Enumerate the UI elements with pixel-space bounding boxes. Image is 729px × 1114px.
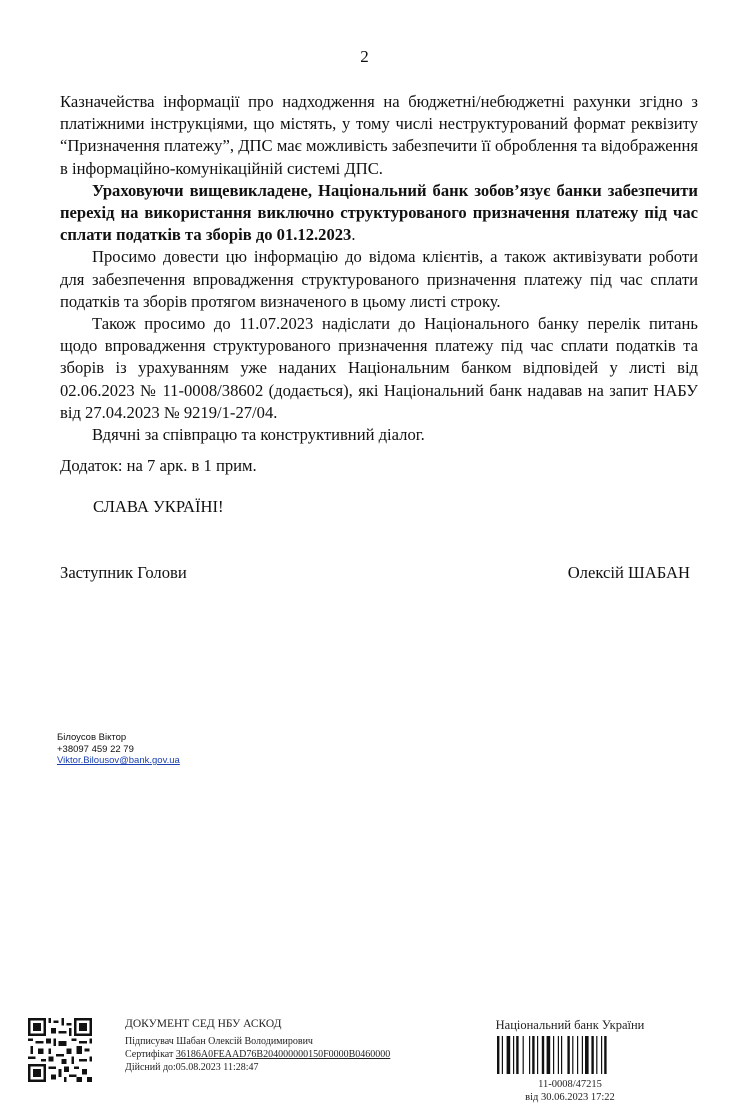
- paragraph-send-questions: Також просимо до 11.07.2023 надіслати до Національного банку перелік питань щодо впровадження структурованого призначення платежу під час сплати податків та зборів із урахуванням уже наданих Національним банком відповідей у листі від 02.06.2023 № 11-0008/38602 (додається), які Національний банк надавав на запит НАБУ від 27.04.2023 № 9219/1-27/04.: [60, 314, 698, 422]
- contact-block: [57, 732, 180, 767]
- esign-valid-until: Дійсний до:05.08.2023 11:28:47: [125, 1062, 259, 1073]
- esign-certificate: 36186A0FEAAD76B204000000150F0000B0460000: [175, 1049, 391, 1060]
- page-number: 2: [360, 47, 369, 66]
- signatory-name: Олексій ШАБАН: [567, 563, 690, 582]
- esign-title: ДОКУМЕНТ СЕД НБУ АСКОД: [125, 1018, 282, 1030]
- contact-name: Білоусов Віктор: [57, 732, 127, 743]
- qr-code-icon: [28, 1018, 92, 1082]
- closing-phrase: СЛАВА УКРАЇНІ!: [93, 497, 224, 516]
- requirement-period: .: [351, 225, 356, 245]
- esign-signer-label: Підписувач: [125, 1036, 174, 1047]
- esign-certificate-label: Сертифікат: [125, 1049, 174, 1060]
- esign-signer: Шабан Олексій Володимирович: [176, 1036, 313, 1047]
- letter-body: [60, 91, 698, 446]
- esign-certificate-row: [125, 1048, 390, 1061]
- paragraph-inform-clients: Просимо довести цю інформацію до відома клієнтів, а також активізувати роботи для забезпечення впровадження структурованого призначення платежу під час сплати податків та зборів протягом визначеного в цьому листі строку.: [60, 247, 698, 311]
- stamp-number: 11-0008/47215: [538, 1079, 602, 1090]
- requirement-bold-text: Ураховуючи вищевикладене, Національний банк зобов’язує банки забезпечити перехід на використання виключно структурованого призначення платежу під час сплати податків та зборів до 01.12.2023: [60, 180, 698, 245]
- barcode-icon: [495, 1036, 645, 1074]
- signatory-position: Заступник Голови: [60, 563, 187, 582]
- registration-stamp: [485, 1018, 655, 1104]
- stamp-organization: Національний банк України: [495, 1018, 645, 1032]
- electronic-signature-block: [125, 1018, 390, 1074]
- contact-phone: +38097 459 22 79: [57, 743, 134, 755]
- esign-signer-row: [125, 1035, 390, 1048]
- paragraph-thanks: Вдячні за співпрацю та конструктивний діалог.: [92, 425, 425, 445]
- contact-email-link[interactable]: Viktor.Bilousov@bank.gov.ua: [57, 755, 180, 766]
- paragraph-requirement: [60, 180, 698, 247]
- stamp-date: від 30.06.2023 17:22: [525, 1092, 615, 1103]
- paragraph-treasury: Казначейства інформації про надходження на бюджетні/небюджетні рахунки згідно з платіжними інструкціями, що містять, у тому числі неструктурований формат реквізиту “Призначення платежу”, ДПС має можливість забезпечити її оброблення та відображення в інформаційно-комунікаційній системі ДПС.: [60, 92, 698, 178]
- attachment-note: Додаток: на 7 арк. в 1 прим.: [60, 456, 257, 475]
